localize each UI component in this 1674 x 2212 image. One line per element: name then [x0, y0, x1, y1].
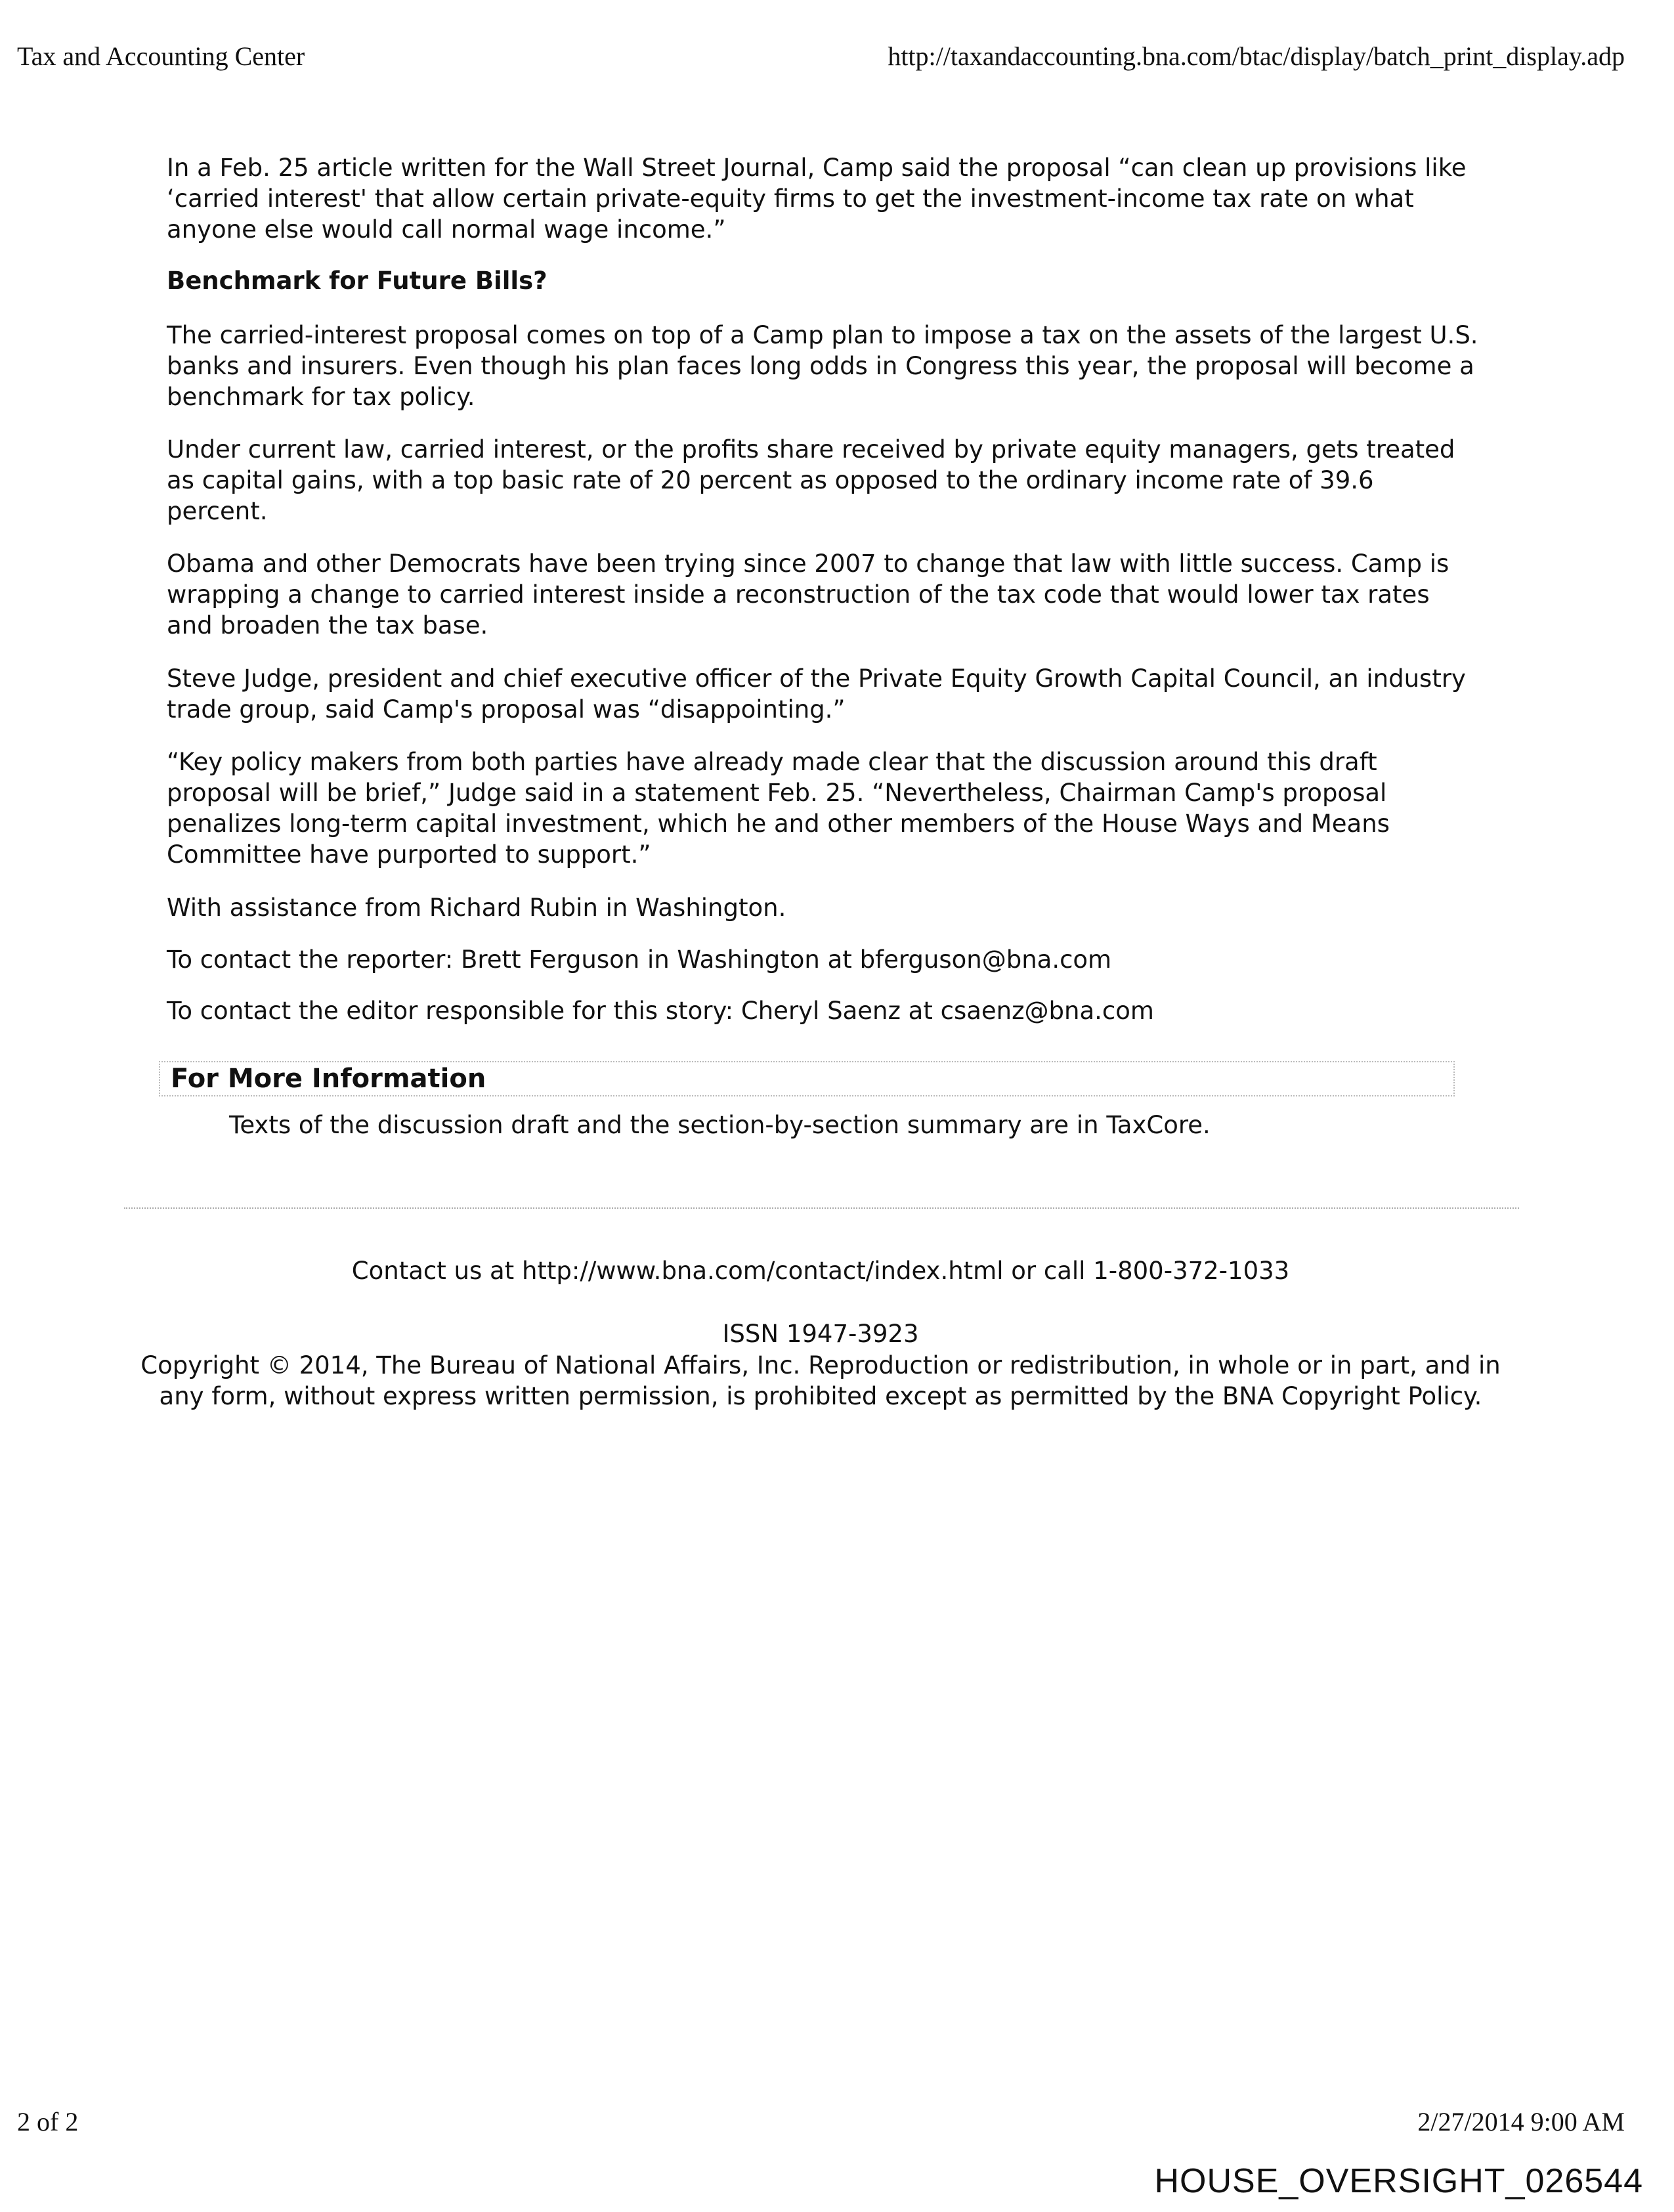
- article-paragraph: In a Feb. 25 article written for the Wall Street Journal, Camp said the proposal “can clean up provisions like ‘carried interest' that allow certain private-equity firms to get the investment-income tax rate on what anyone else would call normal wage income.”: [167, 154, 1467, 244]
- print-datetime: 2/27/2014 9:00 AM: [1417, 2107, 1625, 2136]
- page-number: 2 of 2: [17, 2107, 79, 2136]
- more-info-title: For More Information: [171, 1064, 486, 1094]
- editor-contact: To contact the editor responsible for this story: Cheryl Saenz at csaenz@bna.com: [167, 997, 1154, 1025]
- header-url: http://taxandaccounting.bna.com/btac/display/batch_print_display.adp: [888, 41, 1625, 71]
- article-paragraph: With assistance from Richard Rubin in Washington.: [167, 894, 786, 922]
- article-paragraph: Obama and other Democrats have been trying since 2007 to change that law with little success. Camp is wrapping a change to carried interest inside a reconstruction of the tax code that would lower tax rates and broaden the tax base.: [167, 550, 1449, 640]
- issn: ISSN 1947-3923: [722, 1320, 919, 1348]
- header-site-title: Tax and Accounting Center: [17, 41, 305, 71]
- bates-number: HOUSE_OVERSIGHT_026544: [1154, 2162, 1643, 2200]
- article-paragraph: Under current law, carried interest, or the profits share received by private equity managers, gets treated as capital gains, with a top basic rate of 20 percent as opposed to the ordinary income rate of 39.6 percent.: [167, 435, 1455, 525]
- more-info-header: [159, 1061, 1455, 1096]
- divider: [124, 1207, 1519, 1209]
- section-heading: Benchmark for Future Bills?: [167, 267, 547, 295]
- more-info-text: Texts of the discussion draft and the section-by-section summary are in TaxCore.: [229, 1111, 1211, 1139]
- article-paragraph: “Key policy makers from both parties have already made clear that the discussion around this draft proposal will be brief,” Judge said in a statement Feb. 25. “Nevertheless, Chairman Camp's proposal penalizes long-term capital investment, which he and other members of the House Ways and Means Committee have purported to support.”: [167, 748, 1390, 869]
- copyright: Copyright © 2014, The Bureau of National Affairs, Inc. Reproduction or redistribution, in whole or in part, and in any form, without express written permission, is prohibited except as permitted by the BNA Copyright Policy.: [140, 1351, 1501, 1410]
- article-paragraph: The carried-interest proposal comes on top of a Camp plan to impose a tax on the assets of the largest U.S. banks and insurers. Even though his plan faces long odds in Congress this year, the proposal will become a benchmark for tax policy.: [167, 321, 1478, 411]
- article-paragraph: Steve Judge, president and chief executive officer of the Private Equity Growth Capital Council, an industry trade group, said Camp's proposal was “disappointing.”: [167, 664, 1466, 724]
- reporter-contact: To contact the reporter: Brett Ferguson in Washington at bferguson@bna.com: [167, 945, 1112, 974]
- contact-line: Contact us at http://www.bna.com/contact/index.html or call 1-800-372-1033: [351, 1257, 1290, 1285]
